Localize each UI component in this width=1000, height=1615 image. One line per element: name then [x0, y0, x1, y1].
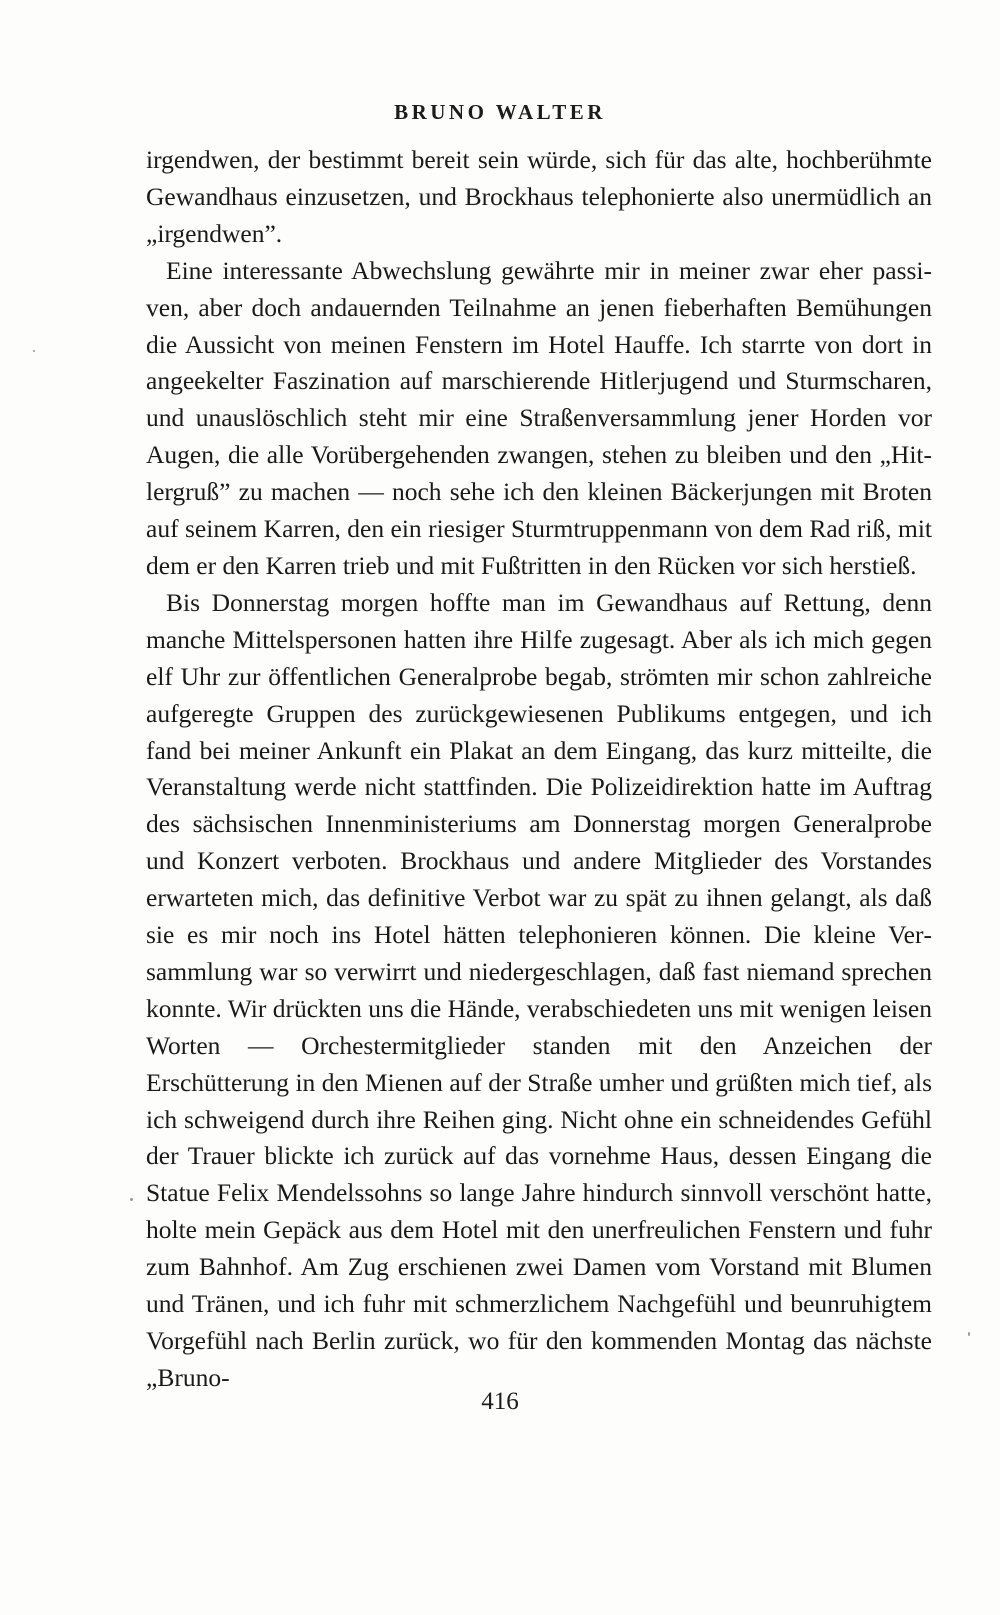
paper-speck [130, 1198, 133, 1201]
paragraph: Eine interessante Abwechslung gewährte mir in meiner zwar eher passiven, aber doch andauernden Teilnahme an jenen fieberhaften Bemühungen die Aussicht von meinen Fenstern im Hotel Hauffe. Ich starrte von dort in angeekelter Faszination auf marschierende Hitlerjugend und Sturmscharen, und unauslöschlich steht mir eine Straßenversammlung jener Horden vor Augen, die alle Vorübergehenden zwangen, stehen zu bleiben und den „Hitlergruß” zu machen — noch sehe ich den kleinen Bäckerjungen mit Broten auf seinem Karren, den ein riesiger Sturmtruppenmann von dem Rad riß, mit dem er den Karren trieb und mit Fußtritten in den Rücken vor sich herstieß. [146, 255, 932, 580]
paragraph: Bis Donnerstag morgen hoffte man im Gewandhaus auf Rettung, denn manche Mittelspersonen hatten ihre Hilfe zugesagt. Aber als ich mich gegen elf Uhr zur öffentlichen Generalprobe begab, strömten mir schon zahlreiche aufgeregte Gruppen des zurückgewiesenen Publikums entgegen, und ich fand bei meiner Ankunft ein Plakat an dem Eingang, das kurz mitteilte, die Veranstaltung werde nicht stattfinden. Die Polizeidirektion hatte im Auftrag des sächsischen Innenministeriums am Donnerstag morgen Generalprobe und Konzert verboten. Brockhaus und andere Mitglieder des Vorstandes erwarteten mich, das definitive Verbot war zu spät zu ihnen gelangt, als daß sie es mir noch ins Hotel hätten telephonieren können. Die kleine Versammlung war so verwirrt und niedergeschlagen, daß fast niemand sprechen konnte. Wir drückten uns die Hände, verabschiedeten uns mit wenigen leisen Worten — Orchestermitglieder standen mit den Anzeichen der Erschütterung in den Mienen auf der Straße umher und grüßten mich tief, als ich schweigend durch ihre Reihen ging. Nicht ohne ein schneidendes Gefühl der Trauer blickte ich zurück auf das vornehme Haus, dessen Eingang die Statue Felix Mendelssohns so lange Jahre hindurch sinnvoll verschönt hatte, holte mein Gepäck aus dem Hotel mit den unerfreulichen Fenstern und fuhr zum Bahnhof. Am Zug erschienen zwei Damen vom Vorstand mit Blumen und Tränen, und ich fuhr mit schmerzlichem Nachgefühl und beunruhigtem Vorgefühl nach Berlin zurück, wo für den kommenden Montag das nächste „Bruno- [146, 587, 932, 1392]
paper-speck [968, 1332, 970, 1336]
page-number: 416 [481, 1388, 519, 1415]
paragraph: irgendwen, der bestimmt bereit sein würde, sich für das alte, hochberühmte Gewandhaus einzusetzen, und Brockhaus telephonierte also unermüdlich an „irgendwen”. [146, 145, 932, 248]
paper-speck [33, 350, 35, 352]
running-head: BRUNO WALTER [394, 100, 606, 124]
body-text [146, 142, 932, 1397]
